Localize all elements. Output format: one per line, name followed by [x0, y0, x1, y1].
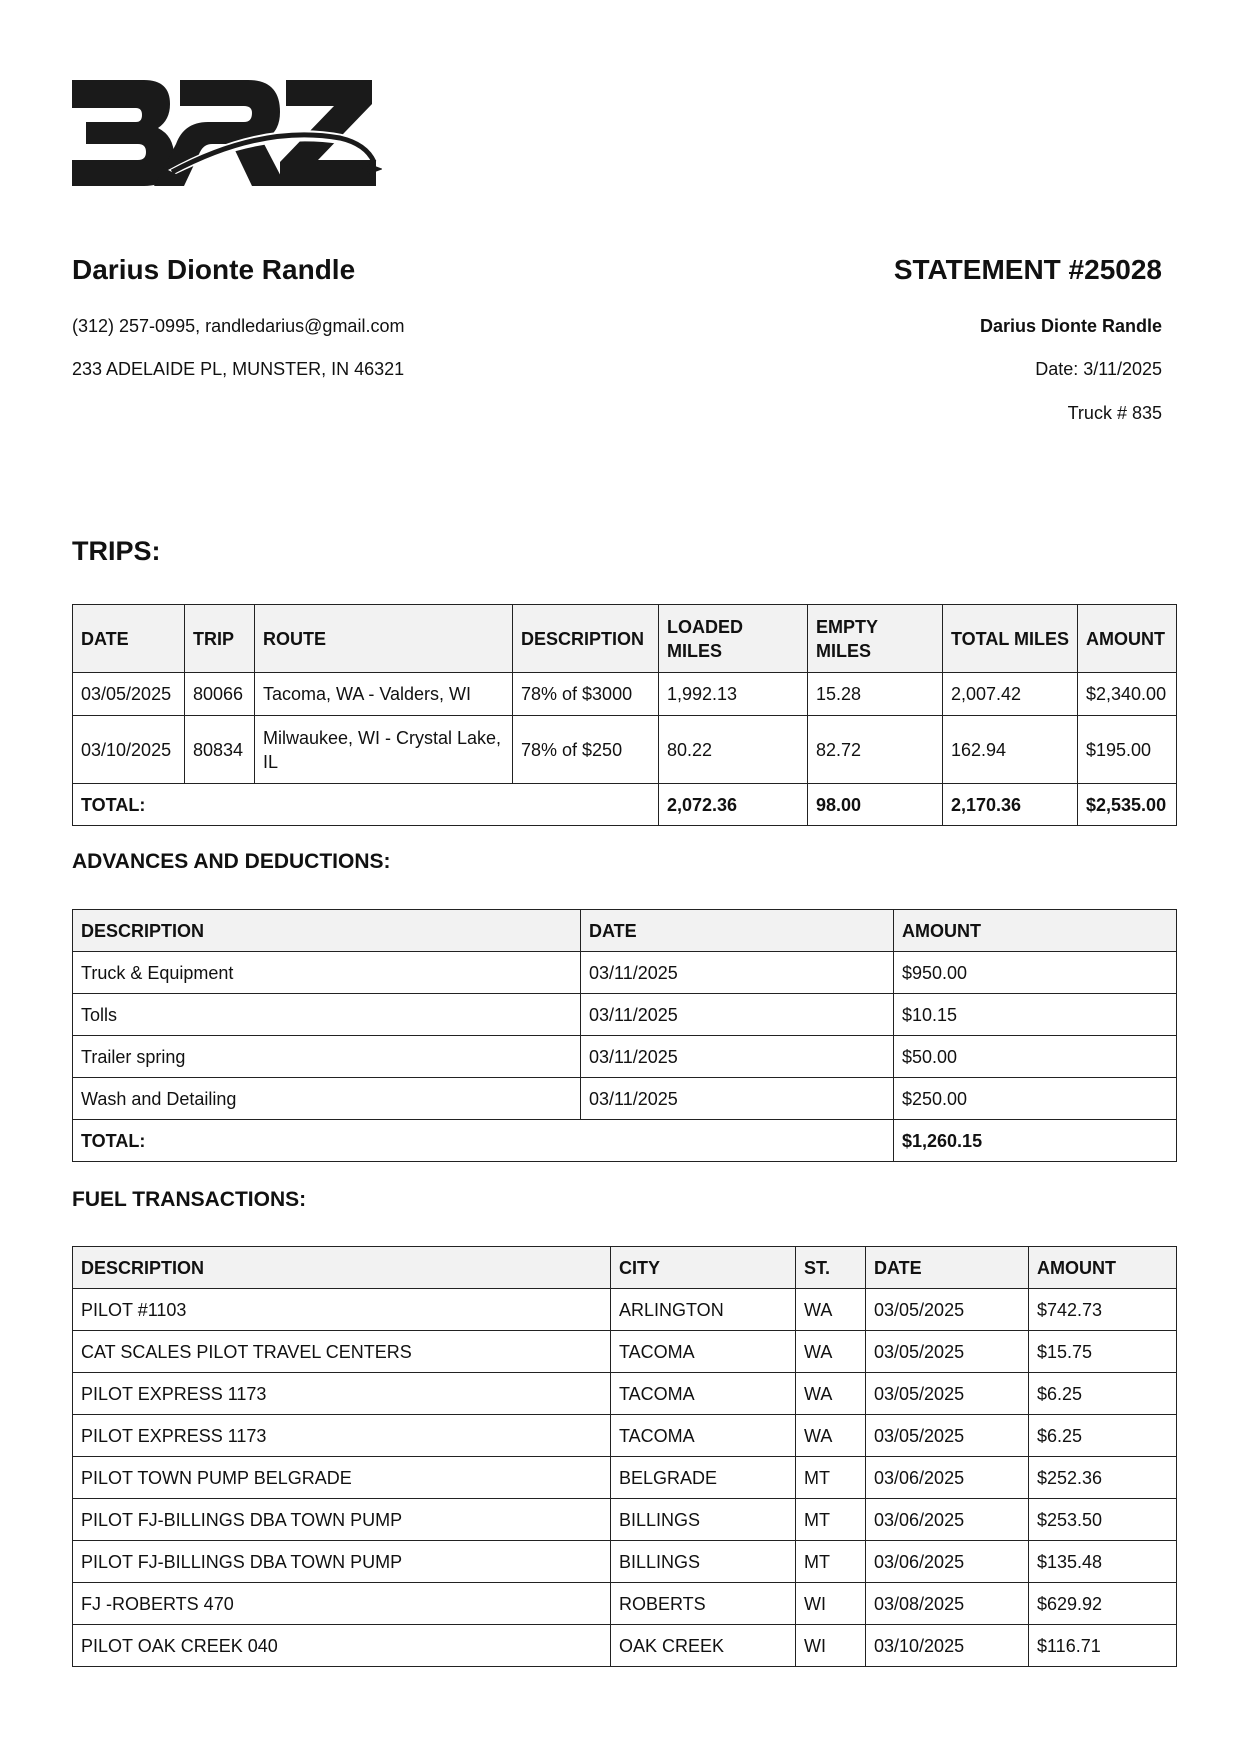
trips-total-row [73, 784, 1177, 826]
table-row [73, 1289, 1177, 1331]
fuel-state: WA [796, 1373, 866, 1415]
company-logo [72, 78, 382, 190]
table-row [73, 1078, 1177, 1120]
deductions-title: ADVANCES AND DEDUCTIONS: [72, 850, 391, 873]
fuel-state: MT [796, 1541, 866, 1583]
fuel-header-city: CITY [611, 1247, 796, 1289]
driver-address: 233 ADELAIDE PL, MUNSTER, IN 46321 [72, 359, 405, 379]
fuel-description: PILOT #1103 [73, 1289, 611, 1331]
trips-total-empty: 98.00 [808, 784, 943, 826]
fuel-date: 03/05/2025 [866, 1331, 1029, 1373]
fuel-header-amount: AMOUNT [1029, 1247, 1177, 1289]
fuel-city: TACOMA [611, 1415, 796, 1457]
trip-number: 80834 [185, 716, 255, 784]
fuel-city: OAK CREEK [611, 1625, 796, 1667]
fuel-description: PILOT FJ-BILLINGS DBA TOWN PUMP [73, 1499, 611, 1541]
deduction-description: Trailer spring [73, 1036, 581, 1078]
fuel-amount: $135.48 [1029, 1541, 1177, 1583]
deduction-description: Wash and Detailing [73, 1078, 581, 1120]
trip-description: 78% of $250 [513, 716, 659, 784]
table-row [73, 1373, 1177, 1415]
deduction-date: 03/11/2025 [581, 994, 894, 1036]
fuel-amount: $6.25 [1029, 1415, 1177, 1457]
fuel-date: 03/05/2025 [866, 1373, 1029, 1415]
trip-date: 03/10/2025 [73, 716, 185, 784]
fuel-description: PILOT OAK CREEK 040 [73, 1625, 611, 1667]
driver-contact: (312) 257-0995, randledarius@gmail.com [72, 316, 405, 336]
deductions-total-row [73, 1120, 1177, 1162]
fuel-amount: $253.50 [1029, 1499, 1177, 1541]
fuel-description: PILOT TOWN PUMP BELGRADE [73, 1457, 611, 1499]
table-row [73, 716, 1177, 784]
driver-name: Darius Dionte Randle [72, 254, 356, 285]
fuel-city: BELGRADE [611, 1457, 796, 1499]
trip-empty-miles: 82.72 [808, 716, 943, 784]
trips-header-loaded-miles: LOADED MILES [659, 605, 808, 673]
fuel-city: BILLINGS [611, 1499, 796, 1541]
trips-header-date: DATE [73, 605, 185, 673]
fuel-state: WI [796, 1583, 866, 1625]
fuel-city: ARLINGTON [611, 1289, 796, 1331]
table-row [73, 1331, 1177, 1373]
trip-description: 78% of $3000 [513, 673, 659, 716]
fuel-description: CAT SCALES PILOT TRAVEL CENTERS [73, 1331, 611, 1373]
trip-total-miles: 2,007.42 [943, 673, 1078, 716]
trip-total-miles: 162.94 [943, 716, 1078, 784]
trips-table [72, 604, 1177, 826]
fuel-date: 03/06/2025 [866, 1541, 1029, 1583]
deduction-description: Tolls [73, 994, 581, 1036]
fuel-date: 03/05/2025 [866, 1289, 1029, 1331]
fuel-city: TACOMA [611, 1331, 796, 1373]
deductions-header-description: DESCRIPTION [73, 910, 581, 952]
table-row [73, 952, 1177, 994]
fuel-header-state: ST. [796, 1247, 866, 1289]
fuel-amount: $629.92 [1029, 1583, 1177, 1625]
deduction-description: Truck & Equipment [73, 952, 581, 994]
fuel-amount: $6.25 [1029, 1373, 1177, 1415]
table-row [73, 673, 1177, 716]
fuel-city: TACOMA [611, 1373, 796, 1415]
fuel-header-row [73, 1247, 1177, 1289]
fuel-description: FJ -ROBERTS 470 [73, 1583, 611, 1625]
trip-loaded-miles: 80.22 [659, 716, 808, 784]
fuel-header-date: DATE [866, 1247, 1029, 1289]
trip-amount: $2,340.00 [1078, 673, 1177, 716]
fuel-state: MT [796, 1499, 866, 1541]
deductions-total-amount: $1,260.15 [894, 1120, 1177, 1162]
fuel-description: PILOT FJ-BILLINGS DBA TOWN PUMP [73, 1541, 611, 1583]
trips-header-empty-miles: EMPTY MILES [808, 605, 943, 673]
trip-loaded-miles: 1,992.13 [659, 673, 808, 716]
trip-route: Tacoma, WA - Valders, WI [255, 673, 513, 716]
fuel-city: BILLINGS [611, 1541, 796, 1583]
statement-date: Date: 3/11/2025 [1035, 359, 1162, 379]
deduction-amount: $250.00 [894, 1078, 1177, 1120]
statement-name: Darius Dionte Randle [979, 316, 1162, 336]
deductions-header-amount: AMOUNT [894, 910, 1177, 952]
trips-header-amount: AMOUNT [1078, 605, 1177, 673]
fuel-state: WA [796, 1331, 866, 1373]
deductions-header-row [73, 910, 1177, 952]
fuel-date: 03/10/2025 [866, 1625, 1029, 1667]
table-row [73, 1583, 1177, 1625]
trips-total-amount: $2,535.00 [1078, 784, 1177, 826]
fuel-description: PILOT EXPRESS 1173 [73, 1373, 611, 1415]
trips-header-route: ROUTE [255, 605, 513, 673]
table-row [73, 1415, 1177, 1457]
statement-truck: Truck # 835 [1067, 403, 1162, 423]
fuel-description: PILOT EXPRESS 1173 [73, 1415, 611, 1457]
fuel-amount: $116.71 [1029, 1625, 1177, 1667]
trip-empty-miles: 15.28 [808, 673, 943, 716]
trips-title: TRIPS: [72, 536, 161, 566]
fuel-header-description: DESCRIPTION [73, 1247, 611, 1289]
trips-total-loaded: 2,072.36 [659, 784, 808, 826]
fuel-state: MT [796, 1457, 866, 1499]
fuel-amount: $15.75 [1029, 1331, 1177, 1373]
trips-header-trip: TRIP [185, 605, 255, 673]
trip-number: 80066 [185, 673, 255, 716]
fuel-title: FUEL TRANSACTIONS: [72, 1188, 307, 1211]
fuel-date: 03/08/2025 [866, 1583, 1029, 1625]
trips-header-description: DESCRIPTION [513, 605, 659, 673]
trip-amount: $195.00 [1078, 716, 1177, 784]
table-row [73, 1541, 1177, 1583]
fuel-amount: $252.36 [1029, 1457, 1177, 1499]
deduction-amount: $950.00 [894, 952, 1177, 994]
deduction-date: 03/11/2025 [581, 952, 894, 994]
trip-route: Milwaukee, WI - Crystal Lake, IL [255, 716, 513, 784]
statement-title: STATEMENT #25028 [893, 254, 1162, 285]
deductions-table [72, 909, 1177, 1162]
fuel-amount: $742.73 [1029, 1289, 1177, 1331]
deductions-header-date: DATE [581, 910, 894, 952]
trips-total-label: TOTAL: [73, 784, 659, 826]
deduction-amount: $50.00 [894, 1036, 1177, 1078]
deduction-date: 03/11/2025 [581, 1078, 894, 1120]
table-row [73, 994, 1177, 1036]
trips-header-row [73, 605, 1177, 673]
table-row [73, 1499, 1177, 1541]
fuel-state: WA [796, 1289, 866, 1331]
fuel-date: 03/06/2025 [866, 1499, 1029, 1541]
trip-date: 03/05/2025 [73, 673, 185, 716]
trips-header-total-miles: TOTAL MILES [943, 605, 1078, 673]
fuel-date: 03/06/2025 [866, 1457, 1029, 1499]
deduction-date: 03/11/2025 [581, 1036, 894, 1078]
table-row [73, 1457, 1177, 1499]
fuel-state: WI [796, 1625, 866, 1667]
table-row [73, 1625, 1177, 1667]
fuel-table [72, 1246, 1177, 1667]
fuel-state: WA [796, 1415, 866, 1457]
fuel-date: 03/05/2025 [866, 1415, 1029, 1457]
table-row [73, 1036, 1177, 1078]
deduction-amount: $10.15 [894, 994, 1177, 1036]
fuel-city: ROBERTS [611, 1583, 796, 1625]
trips-total-miles: 2,170.36 [943, 784, 1078, 826]
deductions-total-label: TOTAL: [73, 1120, 894, 1162]
